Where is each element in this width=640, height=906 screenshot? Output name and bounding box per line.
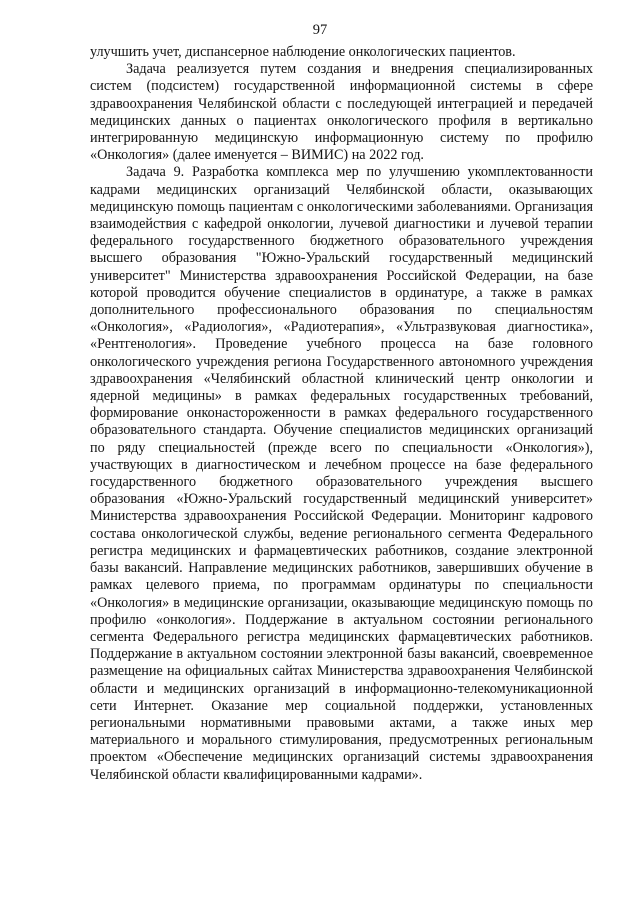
paragraph-task-9: Задача 9. Разработка комплекса мер по улучшению укомплектованности кадрами медицинских организаций Челябинской области, оказывающих медицинскую помощь пациентам с онкологическими заболеваниями. Организация взаимодействия с кафедрой онкологии, лучевой диагностики и лучевой терапии федерального государственного бюджетного образовательного учреждения высшего образования "Южно-Уральский государственный медицинский университет" Министерства здравоохранения Российской Федерации, на базе которой проводится обучение специалистов в ординатуре, а также в рамках дополнительного профессионального образования по специальностям «Онкология», «Радиология», «Радиотерапия», «Ультразвуковая диагностика», «Рентгенология». Проведение учебного процесса на базе головного онкологического учреждения региона Государственного автономного учреждения здравоохранения «Челябинский областной клинический центр онкологии и ядерной медицины» в рамках федеральных государственных требований, формирование онконастороженности в рамках федерального государственного образовательного стандарта. Обучение специалистов медицинских организаций по ряду специальностей (прежде всего по специальности «Онкология»), участвующих в диагностическом и лечебном процессе на базе федерального государственного бюджетного образовательного учреждения высшего образования «Южно-Уральский государственный медицинский университет» Министерства здравоохранения Российской Федерации. Мониторинг кадрового состава онкологической службы, ведение регионального сегмента Федерального регистра медицинских и фармацевтических работников, создание электронной базы вакансий. Направление медицинских работников, завершивших обучение в рамках целевого приема, по программам ординатуры по специальности «Онкология» в медицинские организации, оказывающие медицинскую помощь по профилю «онкология». Поддержание в актуальном состоянии регионального сегмента Федерального регистра медицинских фармацевтических работников. Поддержание в актуальном состоянии электронной базы вакансий, своевременное размещение на официальных сайтах Министерства здравоохранения Челябинской области и медицинских организаций в информационно-телекомуникационной сети Интернет. Оказание мер социальной поддержки, установленных региональными нормативными правовыми актами, а также иных мер материального и морального стимулирования, предусмотренных региональным проектом «Обеспечение медицинских организаций системы здравоохранения Челябинской области квалифицированными кадрами». xyxy=(90,164,593,783)
paragraph-continuation: улучшить учет, диспансерное наблюдение онкологических пациентов. xyxy=(90,44,516,60)
body-text xyxy=(90,44,593,784)
page-number: 97 xyxy=(312,22,328,38)
paragraph-task-vimis: Задача реализуется путем создания и внедрения специализированных систем (подсистем) государственной информационной системы в сфере здравоохранения Челябинской области с последующей интеграцией и передачей медицинских данных о пациентах онкологического профиля в вертикально интегрированную медицинскую информационную систему по профилю «Онкология» (далее именуется – ВИМИС) на 2022 год. xyxy=(90,61,593,164)
